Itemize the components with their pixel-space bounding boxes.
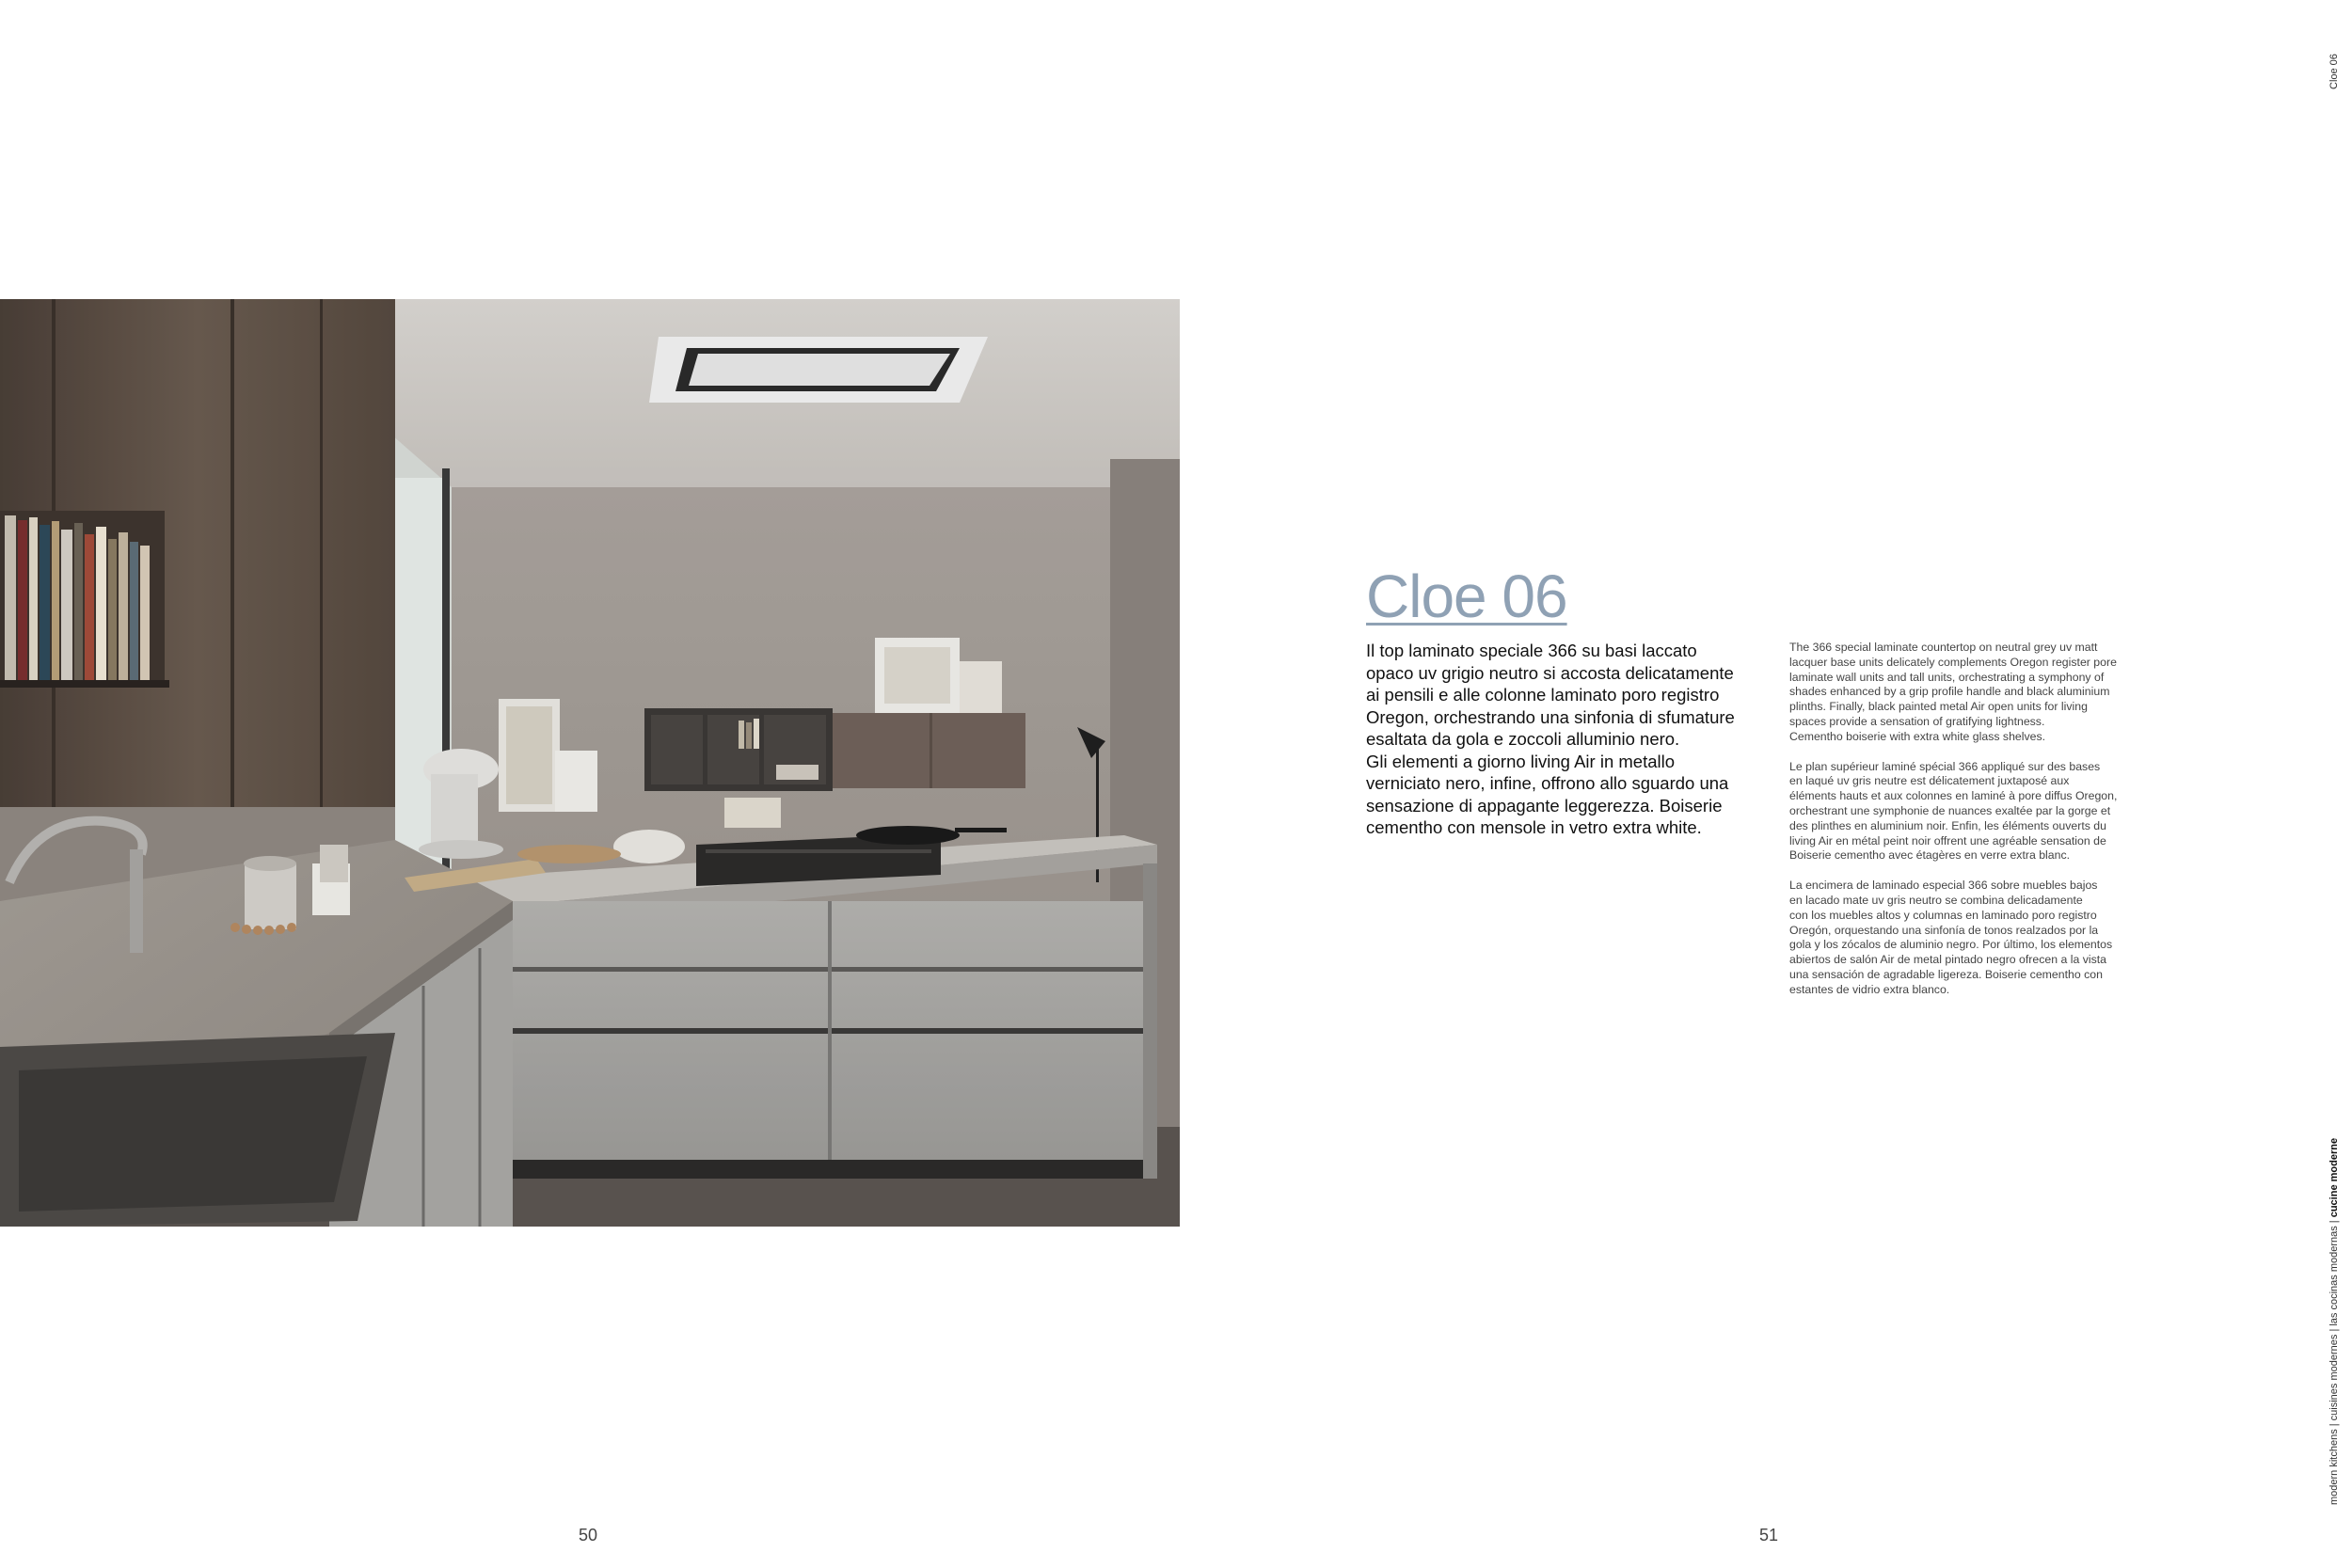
category-label-bold: cucine moderne [2328,1137,2340,1218]
category-labels-vertical [2328,1138,2340,1505]
section-label-vertical: Cloe 06 [2328,54,2340,89]
page-number-left: 50 [579,1526,598,1544]
kitchen-photo [0,299,1180,1227]
description-italian: Il top laminato speciale 366 su basi laccato opaco uv grigio neutro si accosta delicatamente ai pensili e alle colonne laminato poro registro Oregon, orchestrando una sinfonia di sfumature esaltata da gola e zoccoli alluminio nero. Gli elementi a giorno living Air in metallo verniciato nero, infine, offrono allo sguardo una sensazione di appagante leggerezza. Boiserie cementho con mensole in vetro extra white. [1366,641,1735,837]
page-number-right: 51 [1759,1526,1779,1544]
translations-column [1789,641,2194,1013]
description-french: Le plan supérieur laminé spécial 366 appliqué sur des bases en laqué uv gris neutre est délicatement juxtaposé aux éléments hauts et aux colonnes en laminé à pore diffus Oregon, orchestrant une symphonie de nuances exaltée par la gorge et des plinthes en aluminium noir. Enfin, les éléments ouverts du living Air en métal peint noir offrent une agréable sensation de Boiserie cementho avec étagères en verre extra blanc. [1789,759,2118,863]
page-title: Cloe 06 [1366,562,1567,630]
description-spanish: La encimera de laminado especial 366 sobre muebles bajos en lacado mate uv gris neutro se combina delicadamente con los muebles altos y columnas en laminado poro registro Oregón, orquestando una sinfonía de tonos realzados por la gola y los zócalos de aluminio negro. Por último, los elementos abiertos de salón Air de metal pintado negro ofrecen a la vista una sensación de agradable ligereza. Boiserie cementho con estantes de vidrio extra blanco. [1789,879,2113,996]
description-english: The 366 special laminate countertop on neutral grey uv matt lacquer base units delicately complements Oregon register pore laminate wall units and tall units, orchestrating a symphony of shades enhanced by a grip profile handle and black aluminium plinths. Finally, black painted metal Air open units for living spaces provide a sensation of gratifying lightness. Cementho boiserie with extra white glass shelves. [1789,641,2117,743]
category-labels-regular: modern kitchens | cuisines modernes | las cocinas modernas | [2328,1217,2340,1505]
